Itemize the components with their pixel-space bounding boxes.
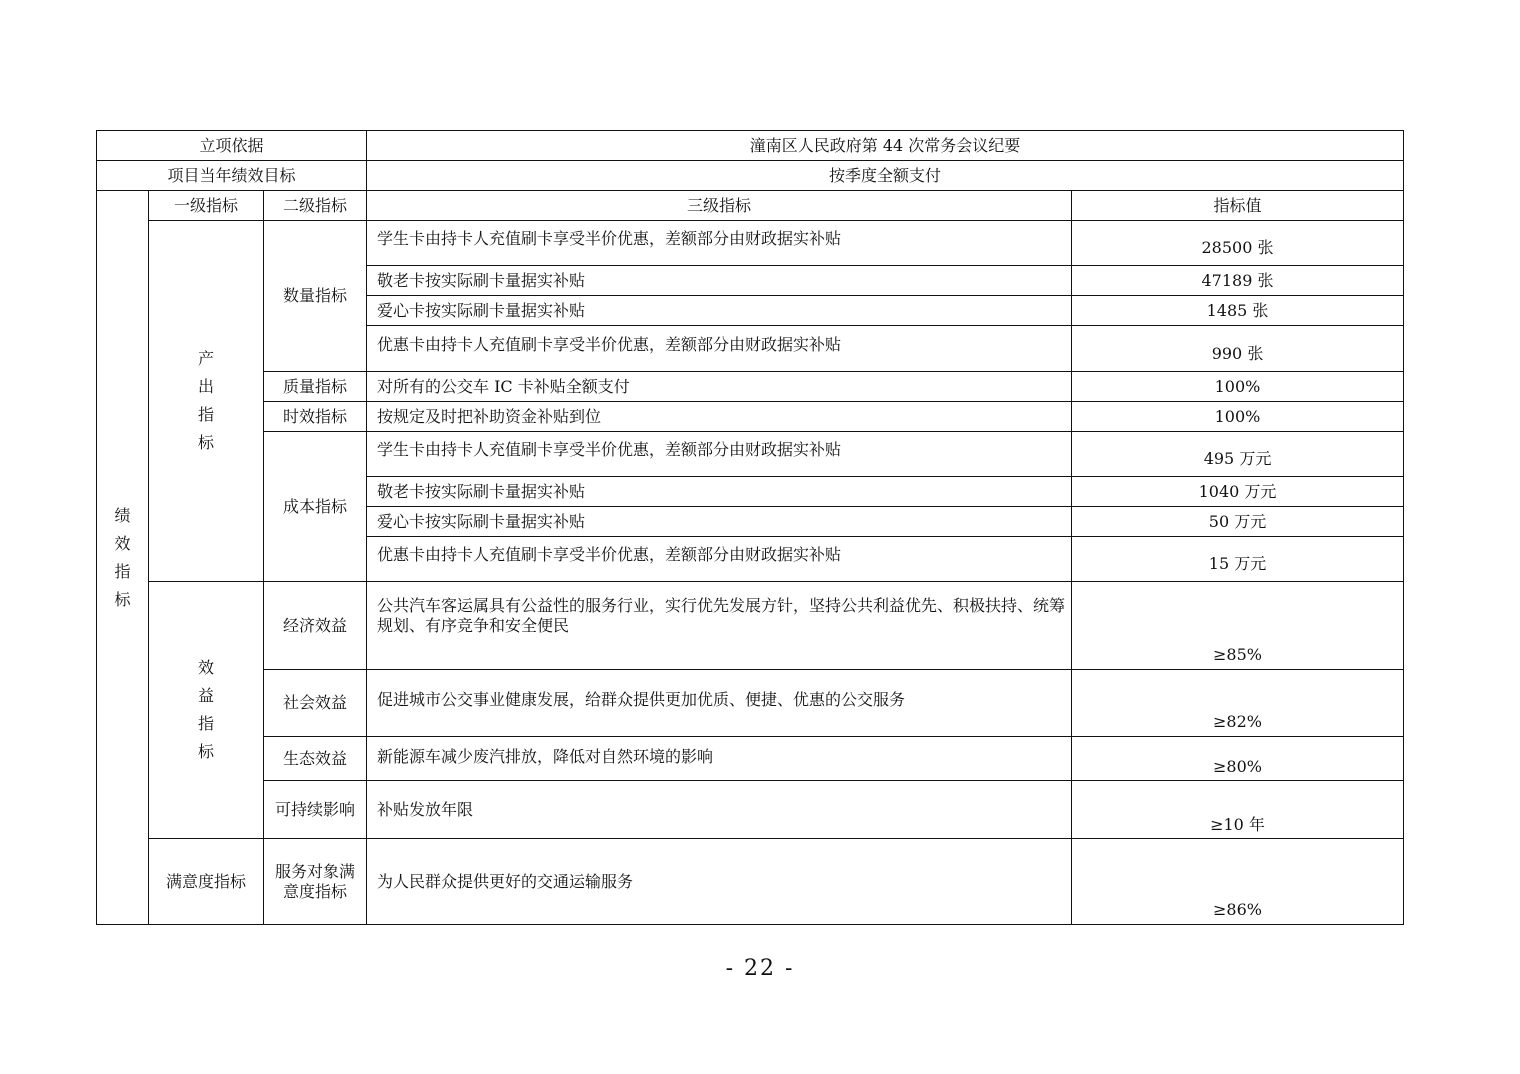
indicator-value: 990 张 (1211, 343, 1264, 363)
indicator-text: 学生卡由持卡人充值刷卡享受半价优惠，差额部分由财政据实补贴 (377, 229, 842, 248)
goal-label: 项目当年绩效目标 (97, 161, 367, 191)
indicator-text: 为人民群众提供更好的交通运输服务 (367, 839, 1072, 925)
column-header-level3: 三级指标 (367, 191, 1072, 221)
basis-value: 潼南区人民政府第 44 次常务会议纪要 (367, 131, 1404, 161)
table-row (97, 432, 1404, 477)
table-row (97, 737, 1404, 781)
indicator-value: 15 万元 (1208, 554, 1267, 573)
indicator-text: 优惠卡由持卡人充值刷卡享受半价优惠，差额部分由财政据实补贴 (377, 334, 842, 354)
table-row (97, 372, 1404, 402)
page-number: - 22 - (725, 956, 795, 981)
satisfaction-indicator-label: 满意度指标 (149, 839, 264, 925)
column-header-value: 指标值 (1072, 191, 1404, 221)
indicator-value: ≥82% (1072, 670, 1404, 737)
basis-row (97, 131, 1404, 161)
table-row (97, 781, 1404, 839)
indicator-value: 50 万元 (1072, 507, 1404, 537)
goal-row (97, 161, 1404, 191)
column-header-level2: 二级指标 (264, 191, 367, 221)
cost-indicator-label: 成本指标 (264, 432, 367, 582)
indicator-text: 对所有的公交车 IC 卡补贴全额支付 (367, 372, 1072, 402)
table-row (97, 670, 1404, 737)
indicator-text: 爱心卡按实际刷卡量据实补贴 (367, 507, 1072, 537)
table-row (97, 221, 1404, 266)
indicator-value: 100% (1072, 402, 1404, 432)
indicator-text: 敬老卡按实际刷卡量据实补贴 (367, 266, 1072, 296)
output-indicator-label: 产 出 指 标 (149, 221, 264, 582)
table-row (97, 582, 1404, 670)
basis-label: 立项依据 (97, 131, 367, 161)
indicator-text: 公共汽车客运属具有公益性的服务行业，实行优先发展方针，坚持公共利益优先、积极扶持、统筹规划、有序竞争和安全便民 (367, 582, 1072, 670)
social-benefit-label: 社会效益 (264, 670, 367, 737)
timeliness-indicator-label: 时效指标 (264, 402, 367, 432)
indicator-text: 爱心卡按实际刷卡量据实补贴 (367, 296, 1072, 326)
indicator-text: 新能源车减少废汽排放，降低对自然环境的影响 (367, 737, 1072, 781)
indicator-text: 敬老卡按实际刷卡量据实补贴 (367, 477, 1072, 507)
indicator-value: 28500 张 (1201, 238, 1274, 257)
service-satisfaction-label: 服务对象满意度指标 (264, 839, 367, 925)
indicator-value: 495 万元 (1203, 449, 1272, 468)
column-header-row (97, 191, 1404, 221)
indicator-value: 100% (1072, 372, 1404, 402)
quality-indicator-label: 质量指标 (264, 372, 367, 402)
table-row (97, 402, 1404, 432)
indicator-value: 1485 张 (1072, 296, 1404, 326)
indicator-value: 1040 万元 (1072, 477, 1404, 507)
indicator-text: 优惠卡由持卡人充值刷卡享受半价优惠，差额部分由财政据实补贴 (377, 545, 842, 564)
performance-table (96, 130, 1404, 925)
benefit-indicator-label: 效 益 指 标 (149, 582, 264, 839)
indicator-text: 促进城市公交事业健康发展，给群众提供更加优质、便捷、优惠的公交服务 (367, 670, 1072, 737)
indicator-value: 47189 张 (1072, 266, 1404, 296)
sustainable-impact-label: 可持续影响 (264, 781, 367, 839)
indicator-value: ≥10 年 (1072, 781, 1404, 839)
column-header-level1: 一级指标 (149, 191, 264, 221)
indicator-value: ≥85% (1072, 582, 1404, 670)
indicator-text: 按规定及时把补助资金补贴到位 (367, 402, 1072, 432)
economic-benefit-label: 经济效益 (264, 582, 367, 670)
indicator-value: ≥86% (1072, 839, 1404, 925)
quantity-indicator-label: 数量指标 (264, 221, 367, 372)
indicator-text: 补贴发放年限 (367, 781, 1072, 839)
goal-value: 按季度全额支付 (367, 161, 1404, 191)
indicator-value: ≥80% (1072, 737, 1404, 781)
indicator-text: 学生卡由持卡人充值刷卡享受半价优惠，差额部分由财政据实补贴 (377, 440, 842, 459)
table-row (97, 839, 1404, 925)
ecological-benefit-label: 生态效益 (264, 737, 367, 781)
performance-indicator-group-label: 绩 效 指 标 (97, 191, 149, 925)
